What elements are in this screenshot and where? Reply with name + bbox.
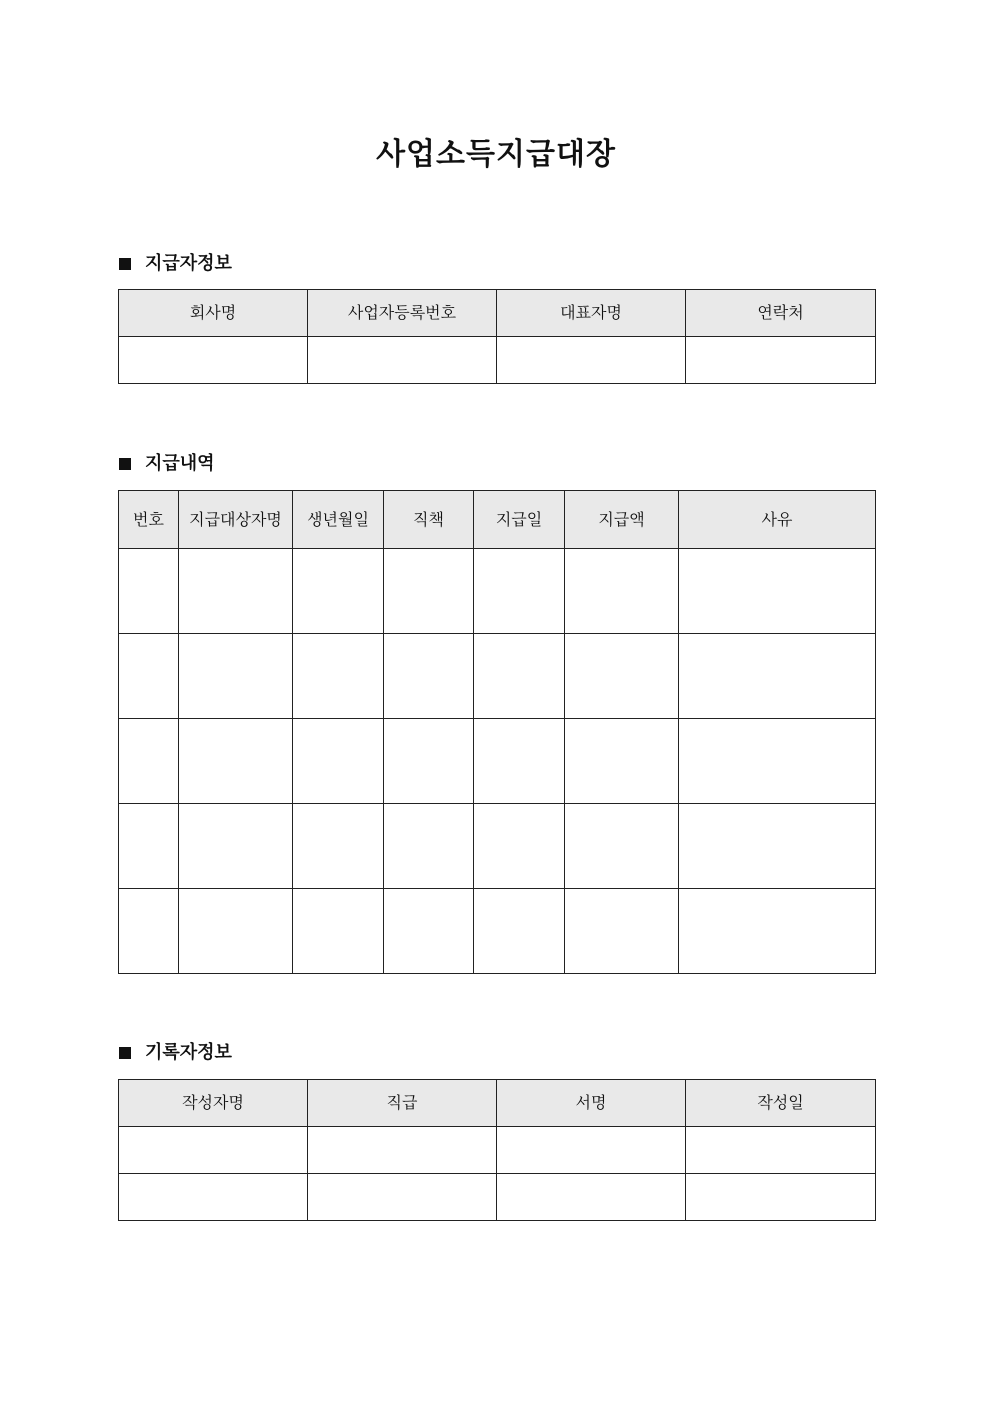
column-header-business-reg-number: 사업자등록번호 xyxy=(308,290,497,337)
table-cell[interactable] xyxy=(679,549,876,634)
table-row xyxy=(119,889,876,974)
table-cell[interactable] xyxy=(474,634,565,719)
column-header-company-name: 회사명 xyxy=(119,290,308,337)
table-row xyxy=(119,549,876,634)
section-heading-label: 기록자정보 xyxy=(145,1042,232,1063)
table-row xyxy=(119,337,876,384)
table-cell[interactable] xyxy=(179,889,293,974)
column-header-written-date: 작성일 xyxy=(686,1080,876,1127)
signature-cell[interactable] xyxy=(497,1127,686,1174)
column-header-contact: 연락처 xyxy=(686,290,876,337)
table-cell[interactable] xyxy=(679,719,876,804)
section-heading-label: 지급내역 xyxy=(145,453,215,474)
table-cell[interactable] xyxy=(565,634,679,719)
table-cell[interactable] xyxy=(679,634,876,719)
author-name-cell[interactable] xyxy=(119,1174,308,1221)
table-cell[interactable] xyxy=(384,549,474,634)
table-cell[interactable] xyxy=(293,719,384,804)
table-cell[interactable] xyxy=(293,804,384,889)
section-heading-label: 지급자정보 xyxy=(145,253,232,274)
table-header-row xyxy=(119,1080,876,1127)
table-header-row xyxy=(119,290,876,337)
rank-cell[interactable] xyxy=(308,1127,497,1174)
table-cell[interactable] xyxy=(474,719,565,804)
table-cell[interactable] xyxy=(179,719,293,804)
column-header-reason: 사유 xyxy=(679,491,876,549)
section-heading-payer-info xyxy=(119,252,232,276)
table-row xyxy=(119,634,876,719)
payment-details-table xyxy=(118,490,876,974)
table-row xyxy=(119,1127,876,1174)
square-bullet-icon xyxy=(119,1047,131,1059)
table-cell[interactable] xyxy=(119,549,179,634)
square-bullet-icon xyxy=(119,458,131,470)
table-cell[interactable] xyxy=(565,549,679,634)
recorder-info-table xyxy=(118,1079,876,1221)
table-cell[interactable] xyxy=(119,719,179,804)
written-date-cell[interactable] xyxy=(686,1127,876,1174)
column-header-birth-date: 생년월일 xyxy=(293,491,384,549)
table-cell[interactable] xyxy=(179,804,293,889)
column-header-signature: 서명 xyxy=(497,1080,686,1127)
table-cell[interactable] xyxy=(119,889,179,974)
table-header-row xyxy=(119,491,876,549)
table-cell[interactable] xyxy=(179,549,293,634)
table-cell[interactable] xyxy=(179,634,293,719)
table-cell[interactable] xyxy=(293,634,384,719)
section-heading-payment-details xyxy=(119,452,215,476)
table-cell[interactable] xyxy=(474,804,565,889)
representative-name-cell[interactable] xyxy=(497,337,686,384)
table-cell[interactable] xyxy=(565,719,679,804)
table-row xyxy=(119,719,876,804)
table-cell[interactable] xyxy=(384,719,474,804)
rank-cell[interactable] xyxy=(308,1174,497,1221)
table-cell[interactable] xyxy=(293,549,384,634)
square-bullet-icon xyxy=(119,258,131,270)
page-title: 사업소득지급대장 xyxy=(376,137,616,172)
table-cell[interactable] xyxy=(384,804,474,889)
table-cell[interactable] xyxy=(119,804,179,889)
column-header-payment-date: 지급일 xyxy=(474,491,565,549)
table-cell[interactable] xyxy=(679,804,876,889)
table-cell[interactable] xyxy=(565,889,679,974)
section-heading-recorder-info xyxy=(119,1041,232,1065)
table-cell[interactable] xyxy=(119,634,179,719)
column-header-rank: 직급 xyxy=(308,1080,497,1127)
business-reg-number-cell[interactable] xyxy=(308,337,497,384)
payer-info-table xyxy=(118,289,876,384)
table-cell[interactable] xyxy=(384,889,474,974)
column-header-author-name: 작성자명 xyxy=(119,1080,308,1127)
table-cell[interactable] xyxy=(384,634,474,719)
table-cell[interactable] xyxy=(474,549,565,634)
author-name-cell[interactable] xyxy=(119,1127,308,1174)
column-header-payment-amount: 지급액 xyxy=(565,491,679,549)
company-name-cell[interactable] xyxy=(119,337,308,384)
table-row xyxy=(119,1174,876,1221)
column-header-position: 직책 xyxy=(384,491,474,549)
table-cell[interactable] xyxy=(474,889,565,974)
table-cell[interactable] xyxy=(565,804,679,889)
column-header-number: 번호 xyxy=(119,491,179,549)
table-row xyxy=(119,804,876,889)
table-cell[interactable] xyxy=(293,889,384,974)
contact-cell[interactable] xyxy=(686,337,876,384)
column-header-representative-name: 대표자명 xyxy=(497,290,686,337)
table-cell[interactable] xyxy=(679,889,876,974)
written-date-cell[interactable] xyxy=(686,1174,876,1221)
column-header-recipient-name: 지급대상자명 xyxy=(179,491,293,549)
signature-cell[interactable] xyxy=(497,1174,686,1221)
